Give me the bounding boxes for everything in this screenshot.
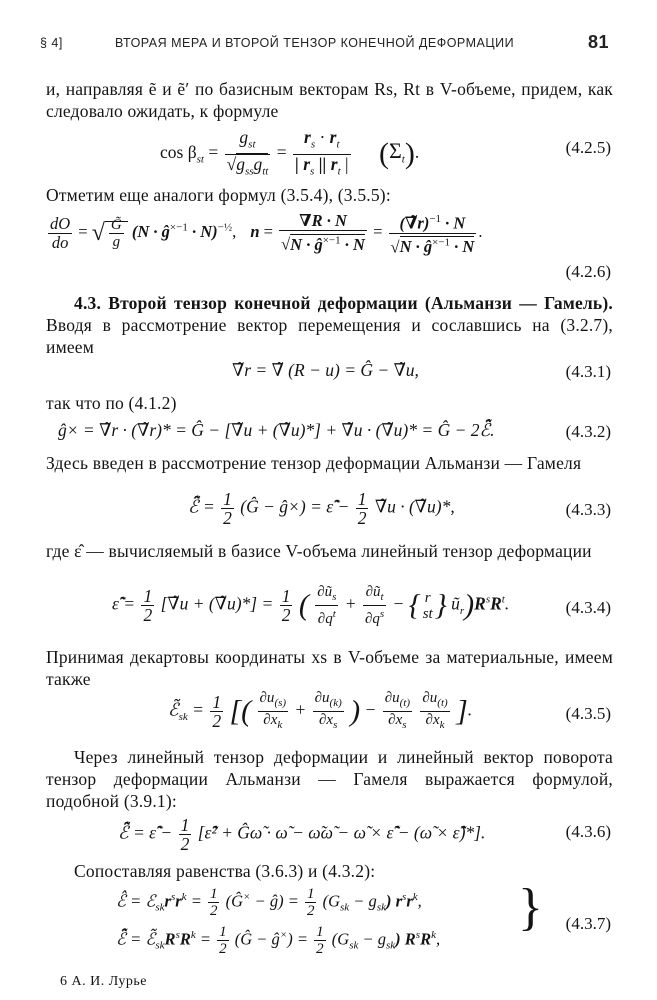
paragraph-3-text: Вводя в рассмотрение вектор перемещения и сославшись на (3.2.7), имеем <box>46 315 613 357</box>
eq-term: R <box>420 929 432 949</box>
eq-den: 2 <box>357 508 367 528</box>
eq-sub: (t) <box>399 697 410 709</box>
eq-den: 2 <box>306 903 315 919</box>
eq-num: 1 <box>219 924 227 940</box>
eq-term: n <box>250 221 260 241</box>
equation-label-4-3-4: (4.3.4) <box>565 598 611 617</box>
eq-num: G̃ <box>110 216 122 233</box>
eq-num: (∇̃r) <box>399 213 430 233</box>
fraction <box>420 690 449 733</box>
eq-sup: ×−1 <box>169 221 188 234</box>
eq-num: 1 <box>209 886 218 902</box>
eq-sup: −1 <box>429 213 442 225</box>
equation-label-4-3-7: (4.3.7) <box>565 914 611 933</box>
eq-lhs: ℰ̂̃ = <box>188 496 215 517</box>
paragraph-9: Сопоставляя равенства (3.6.3) и (4.3.2): <box>74 861 376 881</box>
eq-sub: k <box>277 719 283 731</box>
eq-num: 1 <box>316 924 324 940</box>
running-head <box>40 30 609 56</box>
eq-sub: sk <box>386 939 396 952</box>
eq-den: | r <box>295 153 311 174</box>
eq-den: 2 <box>143 605 153 625</box>
eq-term: · N) <box>187 221 218 241</box>
eq-num: dO <box>50 213 71 233</box>
eq-num: 1 <box>357 489 367 509</box>
paragraph-1: и, направляя ẽ и ẽ′ по базисным векторам Rs, Rt в V-объеме, придем, как следовало ожидать, к формуле <box>46 79 613 121</box>
eq-num: ∂u <box>314 690 330 706</box>
square-root: √ $\frac{G̃}{g}$ <box>92 217 128 250</box>
eq-den: | <box>340 153 349 174</box>
equation-label-4-3-2: (4.3.2) <box>565 422 611 441</box>
eq-term: (G <box>318 891 340 911</box>
eq-sub: sk <box>340 901 350 914</box>
eq-sup: s <box>175 928 180 941</box>
eq-term: R <box>490 593 502 614</box>
eq-den: 2 <box>180 834 190 854</box>
fraction <box>141 587 154 624</box>
eq-sub: st <box>248 138 256 151</box>
right-brace: } <box>518 879 543 936</box>
eq-sup: × <box>279 928 288 941</box>
eq-den: ∂x <box>319 712 334 728</box>
eq-term: ) = <box>287 929 313 949</box>
eq-term: ℰ̂ = ℰ <box>116 891 156 911</box>
eq-den: do <box>51 232 69 252</box>
eq-term: (Ĝ <box>221 891 243 911</box>
eq-den: 2 <box>209 903 218 919</box>
eq-num: ∂ũ <box>317 584 333 600</box>
paragraph-5: Здесь введен в рассмотрение тензор деформации Альманзи — Гамеля <box>46 453 582 473</box>
eq-den: 2 <box>223 508 232 528</box>
eq-lhs: ℰ̂̃ = ε̂̃ − <box>118 822 173 843</box>
equation-4-3-7-line-1 <box>116 886 422 919</box>
eq-num: 1 <box>212 692 222 712</box>
fraction <box>313 690 344 733</box>
equation-label-4-3-1: (4.3.1) <box>565 362 611 381</box>
eq-num: ∂u <box>422 690 438 706</box>
eq-term: [∇̃u + (∇̃u)*] = <box>160 593 274 614</box>
eq-den: ∂x <box>388 712 403 728</box>
eq-lhs: ε̂̃ = <box>112 593 136 614</box>
eq-num: ∇R · N <box>279 212 367 231</box>
eq-sup: −½ <box>217 221 233 234</box>
eq-num: r <box>424 589 431 606</box>
eq-term: (Ĝ − ĝ <box>230 929 280 949</box>
eq-sub: sk <box>376 901 386 914</box>
christoffel-symbol <box>421 590 435 622</box>
eq-term: R <box>164 929 176 949</box>
eq-term: − ĝ) = <box>250 891 303 911</box>
eq-den: N · ĝ <box>399 237 433 256</box>
eq-num: r <box>329 127 337 147</box>
eq-den: g <box>236 153 245 174</box>
eq-sup: t <box>501 593 505 606</box>
eq-den: g <box>253 153 263 174</box>
eq-den: || r <box>314 153 338 174</box>
fraction <box>217 924 229 957</box>
fraction <box>221 490 234 527</box>
eq-term: − g <box>349 891 377 911</box>
fraction <box>383 690 412 733</box>
equation-label-4-3-5: (4.3.5) <box>565 704 611 723</box>
eq-sup: k <box>412 890 418 903</box>
eq-sup: s <box>379 608 385 620</box>
eq-term: ) R <box>395 929 416 949</box>
equation-4-3-2: ĝ× = ∇̃r · (∇̃r)* = Ĝ − [∇̃u + (∇̃u)*] + ∇̃u · (∇̃u)* = Ĝ − 2ℰ̂̃. <box>58 420 495 440</box>
eq-den: ∂x <box>425 712 440 728</box>
fraction: $\frac{(\nablãr)^{-1} \cdot N}{√N \cdot ĝ^{\times-1} \cdot N}$ <box>389 210 477 256</box>
eq-sup: s <box>415 928 421 941</box>
eq-term: ũ <box>451 593 460 614</box>
eq-sup: s <box>170 890 176 903</box>
eq-num: 1 <box>281 586 291 606</box>
eq-den: · N <box>450 237 475 256</box>
paragraph-7: Принимая декартовы координаты xs в V-объеме за материальные, имеем также <box>46 647 613 689</box>
eq-num: 1 <box>223 489 232 509</box>
eq-sup: s <box>485 593 491 606</box>
equation-label-4-2-5: (4.2.5) <box>565 138 611 157</box>
eq-num: g <box>239 127 249 147</box>
eq-term: (N · ĝ <box>131 221 170 241</box>
equation-4-2-5: $\cos \beta_{st}$ = $\frac{g_{st}}{√g_{ss}g_{tt}}$ = $\frac{r_s \cdot r_t}{| r_s || r_t |}$ $(\Sigma_t)$. <box>160 128 419 180</box>
eq-den: ∂q <box>317 611 333 627</box>
paragraph-8: Через линейный тензор деформации и линейный вектор поворота тензор деформации Альманзи — Гамеля выражается формулой, подобной (3.9.1): <box>46 747 613 811</box>
fraction <box>109 217 124 250</box>
eq-sup: k <box>181 890 187 903</box>
eq-den: N · ĝ <box>290 234 323 254</box>
fraction <box>48 215 72 252</box>
equation-4-3-4: ε̂̃ = $\frac{1}{2}$ [∇̃u + (∇̃u)*] = $\frac{1}{2}$ ( $\frac{\partial ũ_s}{\partial q^t}$ + $\frac{\partial ũ_t}{\partial q^s}$ − { r st } $ũ_r)R^sR^t$. <box>112 584 510 627</box>
eq-num: · N <box>441 213 466 233</box>
eq-sup: s <box>402 890 407 903</box>
eq-sub: s <box>310 138 316 151</box>
eq-num: ∂ũ <box>365 584 381 600</box>
equation-label-4-2-6: (4.2.6) <box>565 262 611 281</box>
eq-op: · <box>315 127 330 147</box>
eq-num: ∂u <box>259 690 275 706</box>
eq-sub: s <box>402 719 407 731</box>
eq-sub: t <box>336 138 340 151</box>
section-marker: § 4] <box>40 36 63 50</box>
eq-term: R <box>179 929 191 949</box>
eq-sub: k <box>439 719 445 731</box>
eq-sub: t <box>337 165 341 177</box>
eq-term: r <box>175 891 182 911</box>
page-number: 81 <box>587 32 609 52</box>
equation-label-4-3-3: (4.3.3) <box>565 500 611 519</box>
eq-sub: s <box>332 591 337 603</box>
eq-sub: (s) <box>274 697 287 709</box>
eq-sup: ×−1 <box>322 234 341 247</box>
fraction <box>363 584 386 627</box>
eq-term: R <box>474 593 486 614</box>
eq-den: 2 <box>219 941 227 957</box>
eq-num: ∂u <box>384 690 400 706</box>
paragraph-2: Отметим еще аналоги формул (3.5.4), (3.5.5): <box>46 185 391 205</box>
eq-sup: ×−1 <box>432 236 451 249</box>
eq-op: = <box>186 891 206 911</box>
eq-sup: k <box>431 928 436 941</box>
eq-sub: ss <box>244 165 254 177</box>
equation-4-3-6 <box>118 816 485 853</box>
eq-den: ∂x <box>263 712 278 728</box>
eq-den: g <box>112 233 121 250</box>
fraction <box>305 886 317 919</box>
eq-sub: st <box>196 153 204 166</box>
eq-term: [ε̂̃² + Ĝω̃ · ω̃ − ω̃ω̃ − ω̃ × ε̂̃ − (ω̃ × ε̂̃)*]. <box>197 822 486 843</box>
eq-sub: sk <box>349 939 359 952</box>
fraction <box>258 690 289 733</box>
eq-term: r <box>164 891 171 911</box>
equation-4-2-6: $\frac{dO}{do}$ = √ $\frac{G̃}{g}$ $(N \cdot ĝ^{\times-1} \cdot N)^{-\frac{1}{2}}$, n = $\frac{\nabla R \cdot N}{√N \cdot ĝ^{\times-1} \cdot N}$ = $\frac{(\nablãr)^{-1} \cdot N}{√N \cdot ĝ^{\times-1} \cdot N}$ . <box>50 211 483 256</box>
eq-sub: s <box>333 719 338 731</box>
eq-term: ) r <box>385 891 403 911</box>
fraction <box>314 924 326 957</box>
eq-sup: t <box>332 608 336 620</box>
equation-4-3-3 <box>188 490 455 527</box>
eq-op: , <box>417 891 422 911</box>
eq-den: ∂q <box>364 611 380 627</box>
equation-4-3-1: ∇̃r = ∇̃ (R − u) = Ĝ − ∇̃u, <box>232 360 419 380</box>
equation-4-3-7-line-2 <box>116 924 440 957</box>
sum-note: $(\Sigma_t)$. <box>378 137 420 170</box>
eq-term: r <box>406 891 413 911</box>
equation-label-4-3-6: (4.3.6) <box>565 822 611 841</box>
eq-sup: × <box>243 890 251 903</box>
section-heading: 4.3. Второй тензор конечной деформации (Альманзи — Гамель). <box>74 293 613 313</box>
eq-den: 2 <box>212 711 222 731</box>
eq-sub: sk <box>178 711 188 724</box>
eq-den: 2 <box>316 941 324 957</box>
eq-den: 2 <box>281 605 291 625</box>
paragraph-4: так что по (4.1.2) <box>46 393 177 413</box>
fraction <box>356 490 369 527</box>
sigma-symbol: Σ <box>388 138 402 164</box>
eq-sub: tt <box>262 165 269 177</box>
eq-lhs: cos β <box>160 142 197 163</box>
eq-op: , <box>435 929 441 949</box>
eq-sub: (k) <box>329 697 342 709</box>
paragraph-6: где ε̂ — вычисляемый в базисе V-объема линейный тензор деформации <box>46 541 592 561</box>
eq-sub: sk <box>155 939 165 952</box>
fraction <box>210 693 223 730</box>
eq-den: · N <box>340 234 365 254</box>
fraction <box>280 587 293 624</box>
fraction <box>293 128 351 180</box>
eq-num: 1 <box>143 586 153 606</box>
paragraph-3 <box>46 292 613 358</box>
fraction: $\frac{g_{st}}{√g_{ss}g_{tt}}$ <box>226 127 269 177</box>
eq-num: 1 <box>306 886 315 902</box>
fraction <box>208 886 220 919</box>
eq-num: r <box>304 127 311 147</box>
eq-term: (G <box>327 929 350 949</box>
eq-term: ∇̃u · (∇̃u)*, <box>374 496 455 517</box>
eq-term: (Ĝ − ĝ×) = ε̂̃ − <box>240 496 350 517</box>
eq-den: st <box>422 605 433 622</box>
eq-sub: (t) <box>437 697 448 709</box>
fraction: $\frac{\nabla R \cdot N}{√N \cdot ĝ^{\times-1} \cdot N}$ <box>281 211 365 254</box>
equation-4-3-5: $ℰ̃_{sk}$ = $\frac{1}{2}$ [( $\frac{\partial u_{(s)}}{\partial x_k}$ + $\frac{\partial u_{(k)}}{\partial x_s}$ ) − $\frac{\partial u_{(t)}}{\partial x_s}$ $\frac{\partial u_{(t)}}{\partial x_k}$ ]. <box>168 690 473 731</box>
fraction <box>179 816 192 853</box>
eq-sup: k <box>190 928 196 941</box>
eq-lhs: ℰ̃ <box>168 699 179 720</box>
eq-term: − g <box>358 929 386 949</box>
footer-signature: 6 А. И. Лурье <box>60 974 147 989</box>
eq-term: ℰ̂̃ = ℰ̃ <box>116 929 156 949</box>
fraction <box>315 584 338 627</box>
running-title: ВТОРАЯ МЕРА И ВТОРОЙ ТЕНЗОР КОНЕЧНОЙ ДЕФОРМАЦИИ <box>115 36 515 50</box>
eq-term: . <box>504 593 510 614</box>
eq-sub: t <box>380 591 384 603</box>
eq-op: = <box>195 929 216 949</box>
eq-sub: sk <box>155 901 165 914</box>
eq-sub: r <box>459 605 465 618</box>
eq-sub: s <box>310 165 315 177</box>
eq-num: 1 <box>180 815 190 835</box>
eq-sub: t <box>401 153 405 166</box>
